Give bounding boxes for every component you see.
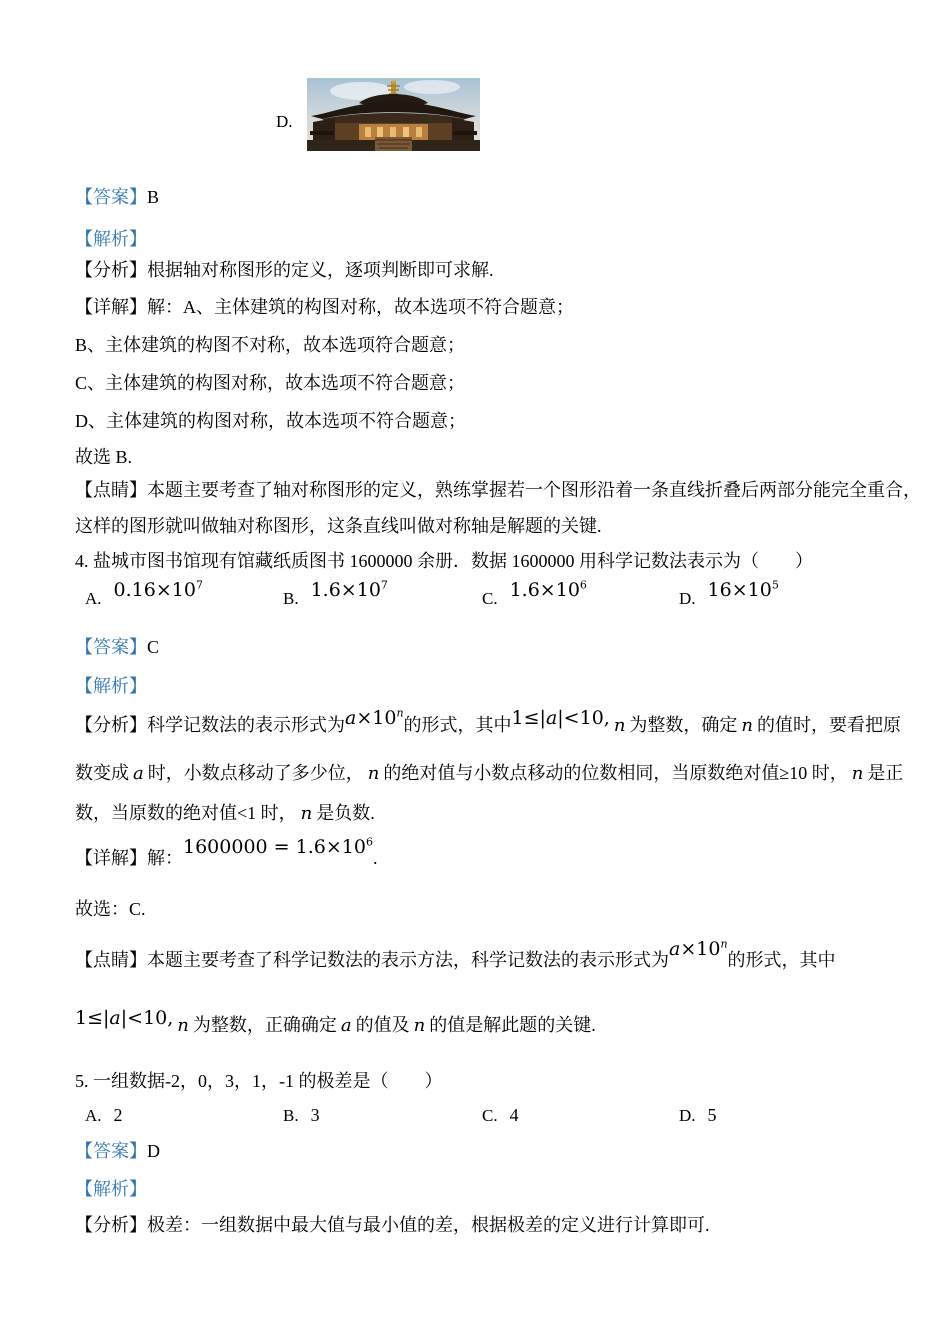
q4-note-line2 [75, 1007, 596, 1039]
formula-var: a [669, 938, 681, 960]
q3-option-d-label: D. [276, 112, 293, 131]
var-n: n [851, 763, 864, 784]
formula-a-x10n [669, 936, 728, 962]
option-letter: A. [85, 1106, 102, 1125]
q4-fenxi-line3 [75, 800, 375, 827]
option-value: 4 [509, 1105, 519, 1125]
formula-mul: ×10 [356, 707, 397, 729]
option-letter: A. [85, 589, 102, 608]
text-segment: 【点睛】本题主要考查了科学记数法的表示方法，科学记数法的表示形式为 [75, 950, 669, 970]
detail-label: 【详解】解： [75, 848, 183, 868]
text-segment: 是正 [867, 763, 904, 783]
formula-exp: n [720, 937, 728, 951]
q4-option-c [482, 578, 587, 612]
formula-abs-a-range [512, 705, 610, 731]
text-segment: 的值时，要看把原 [757, 715, 902, 735]
option-formula: 0.16×10 [113, 579, 196, 601]
q4-option-d [679, 578, 779, 612]
q5-options-row [0, 1102, 950, 1142]
q4-jiexi-label: 【解析】 [75, 676, 147, 696]
q4-answer-line [75, 634, 159, 660]
q5-stem: 5. 一组数据-2，0，3，1，-1 的极差是（ ） [75, 1071, 443, 1091]
option-value: 2 [113, 1105, 123, 1125]
option-letter: B. [283, 589, 299, 608]
option-value: 3 [310, 1105, 320, 1125]
q5-option-a [85, 1102, 123, 1129]
formula-a-x10n: a [345, 707, 357, 729]
q4-stem: 4. 盐城市图书馆现有馆藏纸质图书 1600000 余册．数据 1600000 用科学记数法表示为（ ） [75, 551, 813, 571]
answer-label: 【答案】 [75, 1141, 147, 1161]
option-letter: C. [482, 1106, 498, 1125]
option-exponent: 7 [195, 578, 203, 592]
option-exponent: 5 [771, 578, 779, 592]
var-n: n [613, 715, 626, 736]
q5-answer-value: D [147, 1141, 160, 1161]
option-value: 5 [707, 1105, 717, 1125]
formula-pre: 1≤| [75, 1007, 110, 1029]
formula-exp: n [396, 706, 404, 720]
q3-choose-line: 故选 B. [75, 447, 133, 467]
q3-note-line2: 这样的图形就叫做轴对称图形，这条直线叫做对称轴是解题的关键. [75, 516, 602, 536]
q4-option-b [283, 578, 388, 612]
q4-option-a [85, 578, 203, 612]
formula-exp: 6 [365, 835, 373, 849]
q3-note-line1: 【点睛】本题主要考查了轴对称图形的定义，熟练掌握若一个图形沿着一条直线折叠后两部分能完全重合， [75, 480, 921, 500]
q5-jiexi-label: 【解析】 [75, 1179, 147, 1199]
text-segment: 的值及 [355, 1015, 410, 1035]
option-letter: D. [679, 1106, 696, 1125]
option-exponent: 6 [579, 578, 587, 592]
temple-photo [307, 78, 480, 151]
option-letter: B. [283, 1106, 299, 1125]
formula-1600000 [183, 834, 373, 860]
text-segment: 数变成 [75, 763, 129, 783]
q4-choose-line: 故选：C. [75, 899, 146, 919]
text-segment: 的形式，其中 [403, 715, 512, 735]
text-segment: 为整数，确定 [629, 715, 738, 735]
q5-option-d [679, 1102, 717, 1129]
q4-detail-line [75, 835, 378, 871]
text-segment: 时，小数点移动了多少位， [147, 763, 364, 783]
option-letter: D. [679, 589, 696, 608]
option-letter: C. [482, 589, 498, 608]
q4-fenxi-line1 [75, 706, 902, 739]
q4-options-row [0, 578, 950, 625]
var-n: n [413, 1015, 426, 1036]
var-a: a [340, 1015, 352, 1036]
formula-base: 1600000 = 1.6×10 [183, 836, 366, 858]
q4-fenxi-line2 [75, 760, 903, 787]
formula-abs-a-range [75, 1005, 173, 1031]
formula-var: a [545, 707, 558, 729]
q3-fenxi-line: 【分析】根据轴对称图形的定义，逐项判断即可求解. [75, 260, 494, 280]
option-exponent: 7 [380, 578, 388, 592]
text-segment: . [372, 848, 378, 868]
formula-var: a [109, 1007, 121, 1029]
q5-fenxi-line: 【分析】极差：一组数据中最大值与最小值的差，根据极差的定义进行计算即可. [75, 1215, 710, 1235]
formula-post: |<10, [120, 1007, 174, 1029]
q5-option-c [482, 1102, 519, 1129]
var-a: a [133, 763, 144, 784]
option-formula: 1.6×10 [310, 579, 381, 601]
q3-detail-line: 【详解】解：A、主体建筑的构图对称，故本选项不符合题意； [75, 297, 574, 317]
q3-answer-line [75, 184, 159, 210]
text-segment: 的绝对值与小数点移动的位数相同，当原数绝对值≥10 时， [383, 763, 848, 783]
q3-line-d: D、主体建筑的构图对称，故本选项不符合题意； [75, 411, 466, 431]
formula-mul: ×10 [680, 938, 721, 960]
text-segment: 的值是解此题的关键. [429, 1015, 596, 1035]
option-formula: 1.6×10 [509, 579, 580, 601]
text-segment: 【分析】科学记数法的表示形式为 [75, 715, 345, 735]
text-segment: 的形式，其中 [727, 950, 836, 970]
formula-post: |<10, [557, 707, 610, 729]
q4-note-line1 [75, 937, 836, 973]
var-n: n [741, 715, 754, 736]
var-n: n [300, 803, 313, 824]
answer-label: 【答案】 [75, 187, 147, 207]
var-n: n [177, 1015, 189, 1036]
q3-answer-value: B [147, 187, 160, 207]
text-segment: 数，当原数的绝对值<1 时， [75, 803, 297, 823]
option-formula: 16×10 [707, 579, 772, 601]
q3-jiexi-label: 【解析】 [75, 229, 147, 249]
q5-option-b [283, 1102, 320, 1129]
q5-answer-line [75, 1138, 160, 1164]
q4-answer-value: C [147, 637, 160, 657]
temple-photo-illustration [307, 78, 480, 151]
answer-label: 【答案】 [75, 637, 147, 657]
q3-line-b: B、主体建筑的构图不对称，故本选项符合题意； [75, 335, 466, 355]
var-n: n [367, 763, 380, 784]
q3-line-c: C、主体建筑的构图对称，故本选项不符合题意； [75, 373, 466, 393]
formula-pre: 1≤| [511, 707, 546, 729]
text-segment: 为整数，正确确定 [192, 1015, 337, 1035]
text-segment: 是负数. [316, 803, 375, 823]
